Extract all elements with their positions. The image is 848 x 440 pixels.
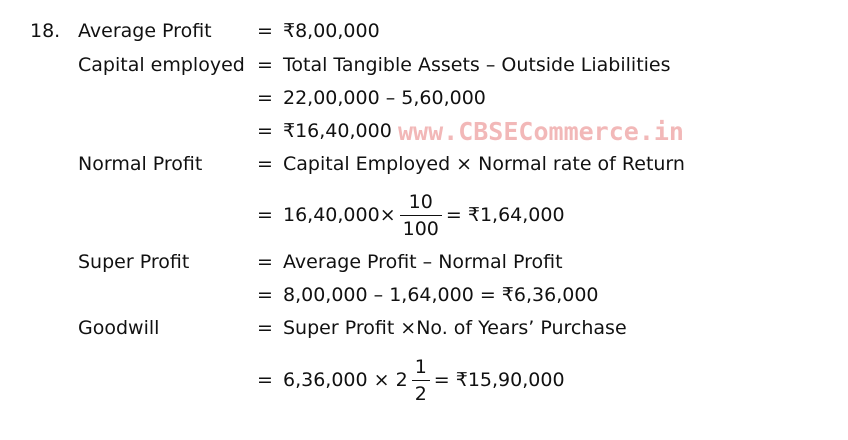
normal-profit-result: = ₹1,64,000 — [445, 204, 565, 226]
fraction-denominator: 2 — [412, 380, 430, 406]
normal-profit-calc-row — [0, 187, 848, 243]
goodwill-formula: Super Profit ×No. of Years’ Purchase — [283, 317, 627, 339]
super-profit-label: Super Profit — [78, 251, 190, 273]
capital-employed-substitution: 22,00,000 – 5,60,000 — [283, 87, 486, 109]
equals-sign: = — [257, 369, 273, 391]
goodwill-calc-row — [0, 352, 848, 408]
watermark-text: www.CBSECommerce.in — [398, 117, 684, 146]
equals-sign: = — [257, 251, 273, 273]
goodwill-result: = ₹15,90,000 — [433, 369, 565, 391]
equals-sign: = — [257, 153, 273, 175]
normal-profit-formula: Capital Employed × Normal rate of Return — [283, 153, 685, 175]
normal-profit-lead: 16,40,000× — [283, 204, 396, 226]
goodwill-calculation — [283, 352, 565, 408]
equals-sign: = — [257, 204, 273, 226]
capital-employed-formula: Total Tangible Assets – Outside Liabilities — [283, 54, 671, 76]
capital-employed-label: Capital employed — [78, 54, 245, 76]
capital-employed-result: ₹16,40,000 — [283, 120, 392, 142]
goodwill-label: Goodwill — [78, 317, 160, 339]
equals-sign: = — [257, 284, 273, 306]
goodwill-lead: 6,36,000 × 2 — [283, 369, 408, 391]
fraction-numerator: 10 — [408, 190, 433, 213]
fraction-denominator: 100 — [400, 215, 442, 241]
super-profit-row — [0, 247, 848, 277]
super-profit-calc-row — [0, 280, 848, 310]
super-profit-calculation: 8,00,000 – 1,64,000 = ₹6,36,000 — [283, 284, 599, 306]
goodwill-row — [0, 313, 848, 343]
super-profit-formula: Average Profit – Normal Profit — [283, 251, 563, 273]
rate-fraction — [400, 190, 442, 241]
equals-sign: = — [257, 87, 273, 109]
normal-profit-label: Normal Profit — [78, 153, 203, 175]
normal-profit-row — [0, 149, 848, 179]
years-fraction — [412, 355, 430, 406]
capital-employed-row — [0, 50, 848, 80]
average-profit-value: ₹8,00,000 — [283, 20, 380, 42]
equals-sign: = — [257, 317, 273, 339]
average-profit-label: Average Profit — [78, 20, 212, 42]
question-number: 18. — [30, 20, 61, 42]
capital-step-row — [0, 83, 848, 113]
equals-sign: = — [257, 54, 273, 76]
equals-sign: = — [257, 120, 273, 142]
fraction-numerator: 1 — [414, 355, 427, 378]
normal-profit-calculation — [283, 187, 565, 243]
equals-sign: = — [257, 20, 273, 42]
average-profit-row — [0, 16, 848, 46]
